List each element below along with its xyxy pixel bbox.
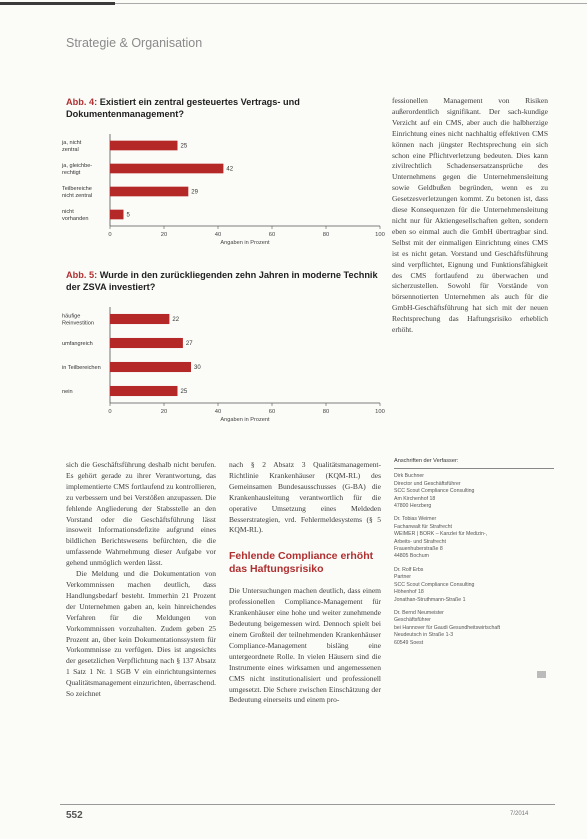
- category-label: Reinvestition: [62, 320, 95, 327]
- x-tick-label: 20: [160, 409, 168, 415]
- author-address-line: Geschäftsführer: [394, 617, 431, 624]
- category-label: Teilbereiche: [62, 186, 92, 192]
- data-label: 42: [226, 166, 234, 173]
- author-address-line: Dr. Rolf Erbs: [394, 566, 424, 573]
- footer-rule: [60, 804, 555, 805]
- subheading: Fehlende Compliance erhöht das Haftungsrisiko: [229, 550, 374, 576]
- x-tick-label: 40: [214, 409, 222, 415]
- header-rule: [0, 2, 587, 5]
- category-label: ja, nicht: [62, 140, 82, 146]
- author-address-line: SCC Scout Compliance Consulting: [394, 488, 475, 495]
- figure-5-label: Abb. 5:: [66, 270, 98, 280]
- chart-bar: [110, 164, 223, 174]
- paragraph: Die Meldung und die Dokumentation von Verkommnissen machen deutlich, dass Handlungsbedarf besteht. Immerhin 21 Prozent der Unternehmen gaben an, kein hinreichendes Verfahren für die Meldungen von Vorkommnissen vorzuhalten. Zudem geben 25 Prozent an, über kein Dokumentationssystem für Vorkommnisse zu verfügen. Dies ist angesichts der gesetzlichen Verpflichtung nach § 137 Absatz 1 Satz 1 Nr. 1 SGB V ein einrichtungsinternes Qualitätsmanagement einzurichten, überraschend. So zeichnet: [66, 569, 216, 699]
- paragraph: fessionellen Management von Risiken außerordentlich signifikant. Der sach-kundige Verzicht auf ein CMS, aber auch die halbherzige Einrichtung eines nicht nachhaltig effektiven CMS können nach jüngster Rechtsprechung ein sich schon eine Pflichtverletzung bedeuten. Dies kann zivilrechtlich Schadensersatzansprüche des Unternehmens gegen die Unternehmensleitung sowie Geldbußen begründen, wenn es zu Gesetzesverletzungen kommt. Zu betonen ist, dass diese Konsequenzen für die Unternehmensleitung nicht nur für Aktiengesellschaften gelten, sondern eben so einmal auch die GmbH übertragbar sind. Selbst mit der einmaligen Einrichtung eines CMS ist es nicht getan. Vorstand und Geschäftsführung sind verpflichtet, Eignung und Funktionsfähigkeit des CMS fortlaufend zu überwachen und sicherzustellen. Sowohl für Vorstände von börsennotierten Unternehmen als auch für die GmbH-Geschäftsführung hat sich mit der neuen Rechtsprechung das Haftungsrisiko erheblich erhöht.: [392, 96, 548, 335]
- author-addresses-title: Anschriften der Verfasser:: [394, 458, 554, 469]
- author-address-line: Höhenhof 18: [394, 589, 424, 596]
- author-address-line: 60549 Soest: [394, 639, 424, 646]
- figure-5-caption: [66, 270, 381, 293]
- data-label: 5: [126, 212, 130, 219]
- sidebar-marker: [537, 671, 546, 678]
- figure-4-label: Abb. 4:: [66, 97, 98, 107]
- category-label: rechtigt: [62, 170, 81, 176]
- author-addresses: [394, 458, 554, 653]
- author-address-line: Fachanwalt für Strafrecht: [394, 523, 452, 530]
- figure-5-title: Wurde in den zurückliegenden zehn Jahren in moderne Technik der ZSVA investiert?: [66, 270, 378, 292]
- x-tick-label: 0: [108, 232, 112, 238]
- x-tick-label: 80: [322, 232, 330, 238]
- chart-bar: [110, 362, 191, 372]
- chart-bar: [110, 386, 178, 396]
- author-address-line: Neudeutsch in Straße 1-3: [394, 632, 454, 639]
- author-address-line: Arbeits- und Strafrecht: [394, 538, 446, 545]
- author-address-line: 44805 Bochum: [394, 553, 429, 560]
- author-address-line: Dirk Buchner: [394, 473, 424, 480]
- x-tick-label: 80: [322, 409, 330, 415]
- author-address-line: Dr. Bernd Neumeister: [394, 609, 444, 616]
- x-tick-label: 20: [160, 232, 168, 238]
- paragraph: sich die Geschäftsführung deshalb nicht berufen. Es gehört gerade zu ihrer Verantwortung, das implementierte CMS fortlaufend zu kontrollieren, zu verbessern und bei Verstößen anzupassen. Die fehlende Angliederung der Stabsstelle an den Vorstand oder die Geschäftsführung lässt insoweit Informationsdefizite aufgrund eines bildlichen Berichtswesens befürchten, die die umfassende Wahrnehmung dieser Aufgabe vor gehend unmöglich werden lässt.: [66, 460, 216, 568]
- category-label: vorhanden: [62, 216, 89, 222]
- x-tick-label: 100: [375, 409, 385, 415]
- figure-4-caption: [66, 97, 381, 120]
- author-address: [394, 516, 554, 560]
- issue-label: 7/2014: [510, 811, 529, 817]
- author-address-line: Partner: [394, 574, 412, 581]
- data-label: 25: [180, 389, 188, 396]
- figure-4-chart: [60, 130, 390, 248]
- author-address: [394, 610, 554, 647]
- category-label: nicht zentral: [62, 193, 93, 199]
- chart-bar: [110, 210, 124, 220]
- category-label: nein: [62, 389, 73, 395]
- middle-column: [229, 460, 381, 706]
- x-tick-label: 0: [108, 409, 112, 415]
- figure-4-title: Existiert ein zentral gesteuertes Vertrags- und Dokumentenmanagement?: [66, 97, 300, 119]
- author-address-line: Am Kirchenhof 18: [394, 495, 436, 502]
- x-tick-label: 40: [214, 232, 222, 238]
- data-label: 27: [185, 341, 193, 348]
- x-axis-label: Angaben in Prozent: [220, 417, 270, 423]
- author-address: [394, 567, 554, 604]
- paragraph: nach § 2 Absatz 3 Qualitätsmanagement-Richtlinie Krankenhäuser (KQM-RL) des Gemeinsamen Bundesausschusses (G-BA) die Krankenhausleitung verantwortlich für die operative Umsetzung eines Meldeden Besserstrategien, vrd. Fehlermeldesystems (§ 5 KQM-RL).: [229, 460, 381, 535]
- author-address-line: Director und Geschäftsführer: [394, 480, 461, 487]
- author-address-line: Dr. Tobias Weimer: [394, 516, 437, 523]
- left-column: [66, 460, 216, 700]
- x-tick-label: 60: [268, 409, 276, 415]
- author-address-line: bei Hannover für Gaudi Gesundheitswirtschaft: [394, 624, 501, 631]
- author-address-line: SCC Scout Compliance Consulting: [394, 581, 475, 588]
- author-address-line: Jonathan-Struthmann-Straße 1: [394, 596, 466, 603]
- data-label: 25: [180, 143, 188, 150]
- figure-5-chart: [60, 303, 390, 425]
- category-label: zentral: [62, 147, 79, 153]
- x-tick-label: 60: [268, 232, 276, 238]
- x-tick-label: 100: [375, 232, 385, 238]
- author-address: [394, 473, 554, 510]
- category-label: häufige: [62, 313, 81, 320]
- category-label: nicht: [62, 209, 74, 215]
- data-label: 29: [191, 189, 198, 196]
- page-number: 552: [66, 810, 83, 821]
- data-label: 22: [172, 317, 180, 324]
- paragraph: Die Untersuchungen machen deutlich, dass einem professionellen Compliance-Management für Krankenhäuser eine hohe und weiter zunehmende Bedeutung beigemessen wird. Dennoch spielt bei einem Großteil der teilnehmenden Krankenhäuser Compliance-Management bisläng eine untergeordnete Rolle. In vielen Häusern sind die Instrumente eines wirksamen und angemessenen CMS nicht institutionalisiert und professionell umgesetzt. Die Schere zwischen Einschätzung der Bedeutung einerseits und einem pro-: [229, 586, 381, 705]
- category-label: umfangreich: [62, 341, 93, 347]
- author-address-line: WEIMER | BORK – Kanzlei für Medizin-,: [394, 531, 488, 538]
- section-title: Strategie & Organisation: [66, 36, 203, 50]
- author-address-line: 47800 Herzberg: [394, 503, 432, 510]
- chart-bar: [110, 314, 169, 324]
- chart-bar: [110, 141, 178, 151]
- category-label: ja, gleichbe-: [62, 163, 93, 169]
- data-label: 30: [194, 365, 201, 372]
- right-column: [392, 96, 548, 336]
- chart-bar: [110, 338, 183, 348]
- chart-bar: [110, 187, 188, 197]
- author-address-line: Frauenhuberstraße 8: [394, 546, 443, 553]
- x-axis-label: Angaben in Prozent: [220, 240, 270, 246]
- category-label: in Teilbereichen: [62, 365, 101, 371]
